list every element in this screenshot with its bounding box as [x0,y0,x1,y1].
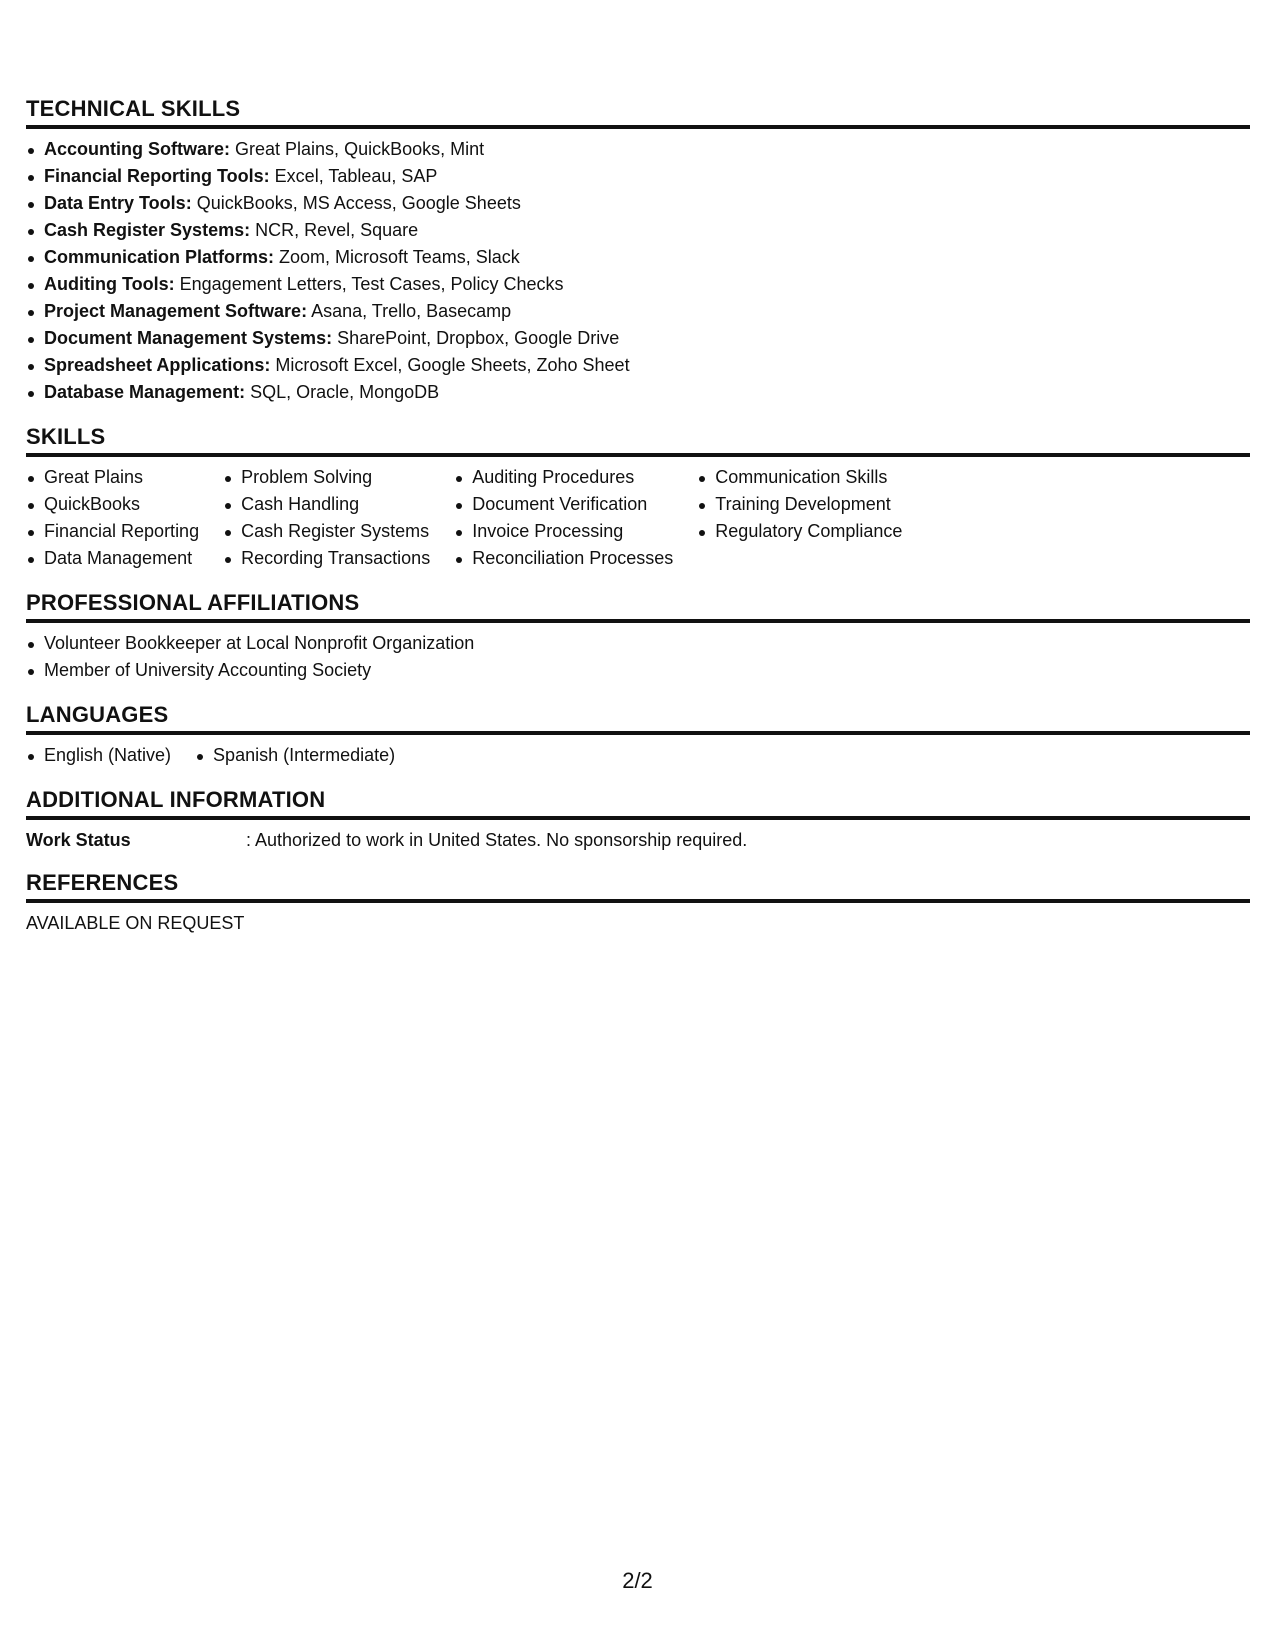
skills-section [26,424,1250,572]
skills-column [26,464,199,572]
technical-skills-section [26,96,1250,406]
skill-item: Document Verification [454,491,673,518]
affiliations-list [26,623,1250,684]
section-title: TECHNICAL SKILLS [26,96,1250,129]
work-status-label: Work Status [26,830,131,850]
technical-skill-value: Engagement Letters, Test Cases, Policy Checks [174,274,564,294]
skill-item: Recording Transactions [223,545,430,572]
language-item: Spanish (Intermediate) [195,742,395,769]
technical-skill-value: SharePoint, Dropbox, Google Drive [332,328,620,348]
section-title: PROFESSIONAL AFFILIATIONS [26,590,1250,623]
technical-skill-item [26,352,1250,379]
technical-skill-value: SQL, Oracle, MongoDB [245,382,440,402]
skills-column [454,464,673,572]
skill-item: Training Development [697,491,902,518]
technical-skills-list [26,129,1250,406]
technical-skill-value: Excel, Tableau, SAP [269,166,438,186]
skills-column [697,464,902,572]
language-item: English (Native) [26,742,171,769]
technical-skill-value: Zoom, Microsoft Teams, Slack [274,247,520,267]
technical-skill-value: QuickBooks, MS Access, Google Sheets [191,193,521,213]
section-title: REFERENCES [26,870,1250,903]
languages-section [26,702,1250,769]
skill-item: Reconciliation Processes [454,545,673,572]
additional-info-section [26,787,1250,852]
skill-item: Cash Register Systems [223,518,430,545]
technical-skill-item [26,271,1250,298]
skill-item: QuickBooks [26,491,199,518]
references-text: AVAILABLE ON REQUEST [26,913,245,933]
technical-skill-label: Auditing Tools: [44,274,175,294]
technical-skill-value: Asana, Trello, Basecamp [307,301,512,321]
technical-skill-item [26,190,1250,217]
technical-skill-label: Data Entry Tools: [44,193,192,213]
skill-item: Regulatory Compliance [697,518,902,545]
technical-skill-label: Document Management Systems: [44,328,333,348]
technical-skill-item [26,217,1250,244]
technical-skill-value: NCR, Revel, Square [250,220,419,240]
skill-item: Great Plains [26,464,199,491]
technical-skill-value: Microsoft Excel, Google Sheets, Zoho Sheet [270,355,630,375]
skill-item: Communication Skills [697,464,902,491]
references-section [26,870,1250,935]
skills-grid [26,457,1250,572]
skill-item: Invoice Processing [454,518,673,545]
technical-skill-label: Financial Reporting Tools: [44,166,270,186]
resume-page [26,96,1250,935]
technical-skill-label: Accounting Software: [44,139,231,159]
skill-item: Financial Reporting [26,518,199,545]
section-title: SKILLS [26,424,1250,457]
technical-skill-label: Spreadsheet Applications: [44,355,271,375]
skill-item: Data Management [26,545,199,572]
affiliations-section [26,590,1250,684]
technical-skill-label: Cash Register Systems: [44,220,251,240]
technical-skill-label: Project Management Software: [44,301,308,321]
languages-list [26,735,1250,769]
affiliation-item: Volunteer Bookkeeper at Local Nonprofit Organization [26,630,1250,657]
technical-skill-item [26,379,1250,406]
technical-skill-item [26,325,1250,352]
section-title: ADDITIONAL INFORMATION [26,787,1250,820]
technical-skill-label: Communication Platforms: [44,247,275,267]
technical-skill-item [26,244,1250,271]
work-status-value: : Authorized to work in United States. No sponsorship required. [246,830,748,850]
skill-item: Auditing Procedures [454,464,673,491]
page-number: 2/2 [622,1568,653,1593]
technical-skill-item [26,298,1250,325]
technical-skill-value: Great Plains, QuickBooks, Mint [230,139,485,159]
technical-skill-item [26,136,1250,163]
work-status-row [26,820,1250,852]
technical-skill-label: Database Management: [44,382,246,402]
skill-item: Problem Solving [223,464,430,491]
technical-skill-item [26,163,1250,190]
section-title: LANGUAGES [26,702,1250,735]
skills-column [223,464,430,572]
skill-item: Cash Handling [223,491,430,518]
affiliation-item: Member of University Accounting Society [26,657,1250,684]
